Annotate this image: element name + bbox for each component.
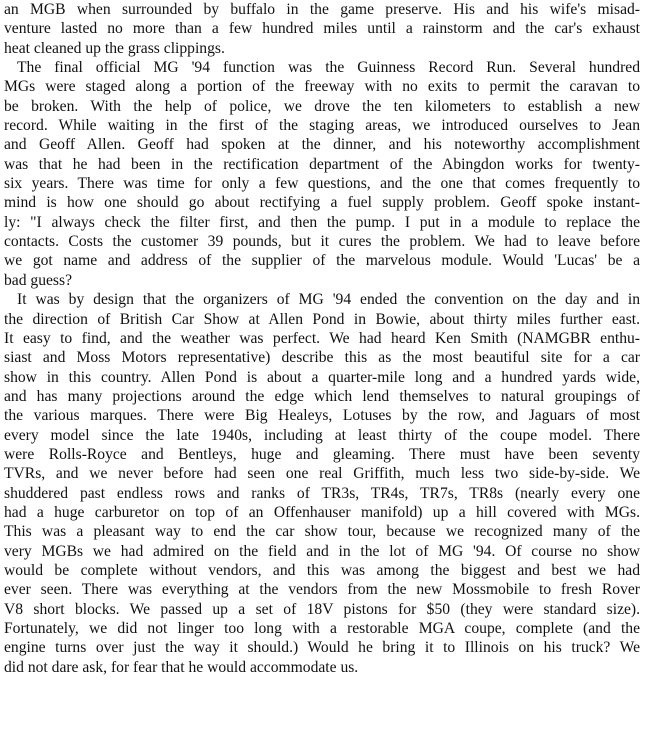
text-line: did not dare ask, for fear that he would accommodate us. [4,658,359,676]
text-line: It was by design that the organizers of MG '94 ended the convention on the day and in [17,291,640,309]
text-line: The final official MG '94 function was the Guinness Record Run. Several hundred [17,59,640,77]
document-page [4,0,640,677]
text-line: very MGBs we had admired on the field and in the lot of MG '94. Of course no show [4,542,640,560]
text-line: MGs were staged along a portion of the freeway with no exits to permit the caravan to [4,78,640,96]
text-line: six years. There was time for only a few questions, and the one that comes frequently to [4,175,640,193]
text-line: heat cleaned up the grass clippings. [4,39,225,57]
text-line: be broken. With the help of police, we drove the ten kilometers to establish a new [4,97,640,115]
text-line: show in this country. Allen Pond is about a quarter-mile long and a hundred yards wide, [4,368,640,386]
text-line: had a huge carburetor on top of an Offenhauser manifold) up a hill covered with MGs. [4,503,640,521]
text-line: mind is how one should go about rectifying a fuel supply problem. Geoff spoke instant- [4,194,640,212]
text-line: every model since the late 1940s, including at least thirty of the coupe model. There [4,426,640,444]
text-line: engine turns over just the way it should.) Would he bring it to Illinois on his truck? We [4,639,640,657]
text-line: ly: "I always check the filter first, and then the pump. I put in a module to replace the [4,213,640,231]
text-line: would be complete without vendors, and this was among the biggest and best we had [4,561,640,579]
text-line: Fortunately, we did not linger too long with a restorable MGA coupe, complete (and the [4,620,640,637]
text-line: venture lasted no more than a few hundred miles until a rainstorm and the car's exhaust [4,20,640,38]
text-line: contacts. Costs the customer 39 pounds, but it cures the problem. We had to leave before [4,233,640,251]
text-line: bad guess? [4,271,72,289]
text-line: the various marques. There were Big Healeys, Lotuses by the row, and Jaguars of most [4,407,640,425]
text-line: This was a pleasant way to end the car show tour, because we recognized many of the [4,523,640,541]
text-line: V8 short blocks. We passed up a set of 18V pistons for $50 (they were standard size). [4,600,640,618]
text-line: It easy to find, and the weather was perfect. We had heard Ken Smith (NAMGBR enthu- [4,329,640,347]
text-line: TVRs, and we never before had seen one real Griffith, much less two side-by-side. We [4,465,640,483]
text-line: ever seen. There was everything at the vendors from the new Mossmobile to fresh Rover [4,581,640,599]
paragraph-3 [4,290,640,677]
text-line: we got name and address of the supplier of the marvelous module. Would 'Lucas' be a [4,252,640,270]
text-line: record. While waiting in the first of the staging areas, we introduced ourselves to Jean [4,117,640,135]
text-line: siast and Moss Motors representative) describe this as the most beautiful site for a car [4,349,640,367]
text-line: shuddered past endless rows and ranks of TR3s, TR4s, TR7s, TR8s (nearly every one [4,484,640,502]
text-line: and has many projections around the edge which lend themselves to natural groupings of [4,387,640,405]
paragraph-1 [4,0,640,58]
text-line: was that he had been in the rectification department of the Abingdon works for twenty- [4,155,640,173]
text-line: and Geoff Allen. Geoff had spoken at the dinner, and his noteworthy accomplishment [4,136,640,154]
text-line: an MGB when surrounded by buffalo in the game preserve. His and his wife's misad- [4,1,640,18]
text-line: were Rolls-Royce and Bentleys, huge and gleaming. There must have been seventy [4,445,640,463]
paragraph-2 [4,58,640,290]
text-line: the direction of British Car Show at Allen Pond in Bowie, about thirty miles further east. [4,310,640,328]
